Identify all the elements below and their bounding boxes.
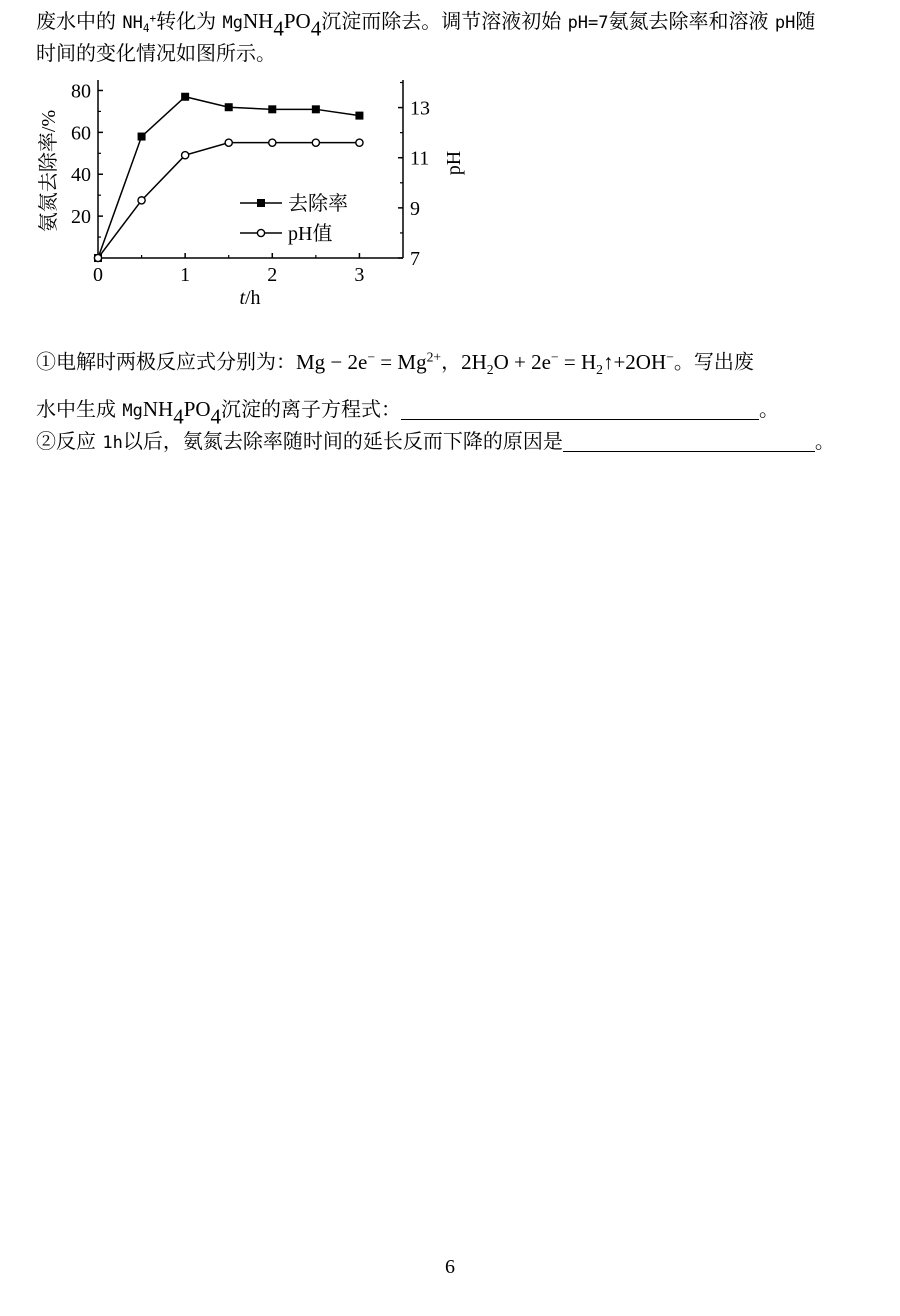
data-point-circle <box>182 152 189 159</box>
left-y-tick-label: 80 <box>71 80 91 103</box>
question-1-line-2: 水中生成 $MgNH_4PO_4$沉淀的离子方程式： 。 <box>36 397 780 429</box>
legend-marker-circle <box>257 229 264 236</box>
right-y-tick-label: 13 <box>410 97 430 120</box>
data-point-square <box>138 133 146 141</box>
cathode-equation: $2H_2O + 2e^-$ = $H_2↑+2OH^-$ <box>461 349 674 377</box>
data-point-circle <box>225 139 232 146</box>
x-tick-label: 2 <box>267 264 278 286</box>
data-point-square <box>268 105 276 113</box>
data-point-square <box>225 103 233 111</box>
right-y-tick-label: 7 <box>410 248 420 270</box>
data-point-square <box>355 112 363 120</box>
x-tick-label: 0 <box>93 264 103 286</box>
ammonia-removal-ph-chart <box>36 74 476 314</box>
answer-blank-2[interactable] <box>563 429 815 452</box>
right-y-axis-label: pH <box>443 150 465 176</box>
left-y-tick-label: 20 <box>71 206 91 229</box>
legend-label: pH值 <box>288 223 333 245</box>
right-y-tick-label: 11 <box>410 147 430 170</box>
left-y-tick-label: 60 <box>71 122 91 145</box>
x-axis-label: t/h <box>239 287 261 309</box>
legend-marker-square <box>257 199 265 207</box>
data-point-square <box>312 105 320 113</box>
data-point-circle <box>138 197 145 204</box>
data-point-square <box>181 93 189 101</box>
left-y-axis-label: 氨氮去除率/% <box>38 109 60 233</box>
data-point-circle <box>94 254 101 261</box>
intro-line-2: 时间的变化情况如图所示。 <box>36 41 276 65</box>
struvite-formula: $MgNH_4PO_4$ <box>222 9 322 41</box>
struvite-formula-2: $MgNH_4PO_4$ <box>122 397 222 429</box>
anode-equation: $Mg - 2e^- = Mg^{2+}$ <box>296 349 442 374</box>
data-point-circle <box>356 139 363 146</box>
data-point-circle <box>312 139 319 146</box>
chart-axes <box>98 80 403 258</box>
data-point-circle <box>269 139 276 146</box>
x-tick-label: 3 <box>354 264 365 286</box>
answer-blank-1[interactable] <box>401 397 759 420</box>
page-number: 6 <box>445 1256 455 1278</box>
legend-label: 去除率 <box>288 193 348 215</box>
question-1-line-1: ①电解时两极反应式分别为：$Mg - 2e^- = Mg^{2+}$，$2H_2O + 2e^-$ = $H_2↑+2OH^-$。写出废 <box>36 349 754 377</box>
chart-legend <box>240 192 348 245</box>
x-tick-label: 1 <box>180 264 191 286</box>
right-y-tick-label: 9 <box>410 197 420 220</box>
intro-line-1: 废水中的 $NH_4^+$转化为 $MgNH_4PO_4$沉淀而除去。调节溶液初始 pH=7氨氮去除率和溶液 pH随 <box>36 9 816 41</box>
ammonium-formula: $NH_4^+$ <box>122 12 157 35</box>
left-y-tick-label: 40 <box>71 164 91 187</box>
question-2: ②反应 1h以后，氨氮去除率随时间的延长反而下降的原因是 。 <box>36 429 835 453</box>
